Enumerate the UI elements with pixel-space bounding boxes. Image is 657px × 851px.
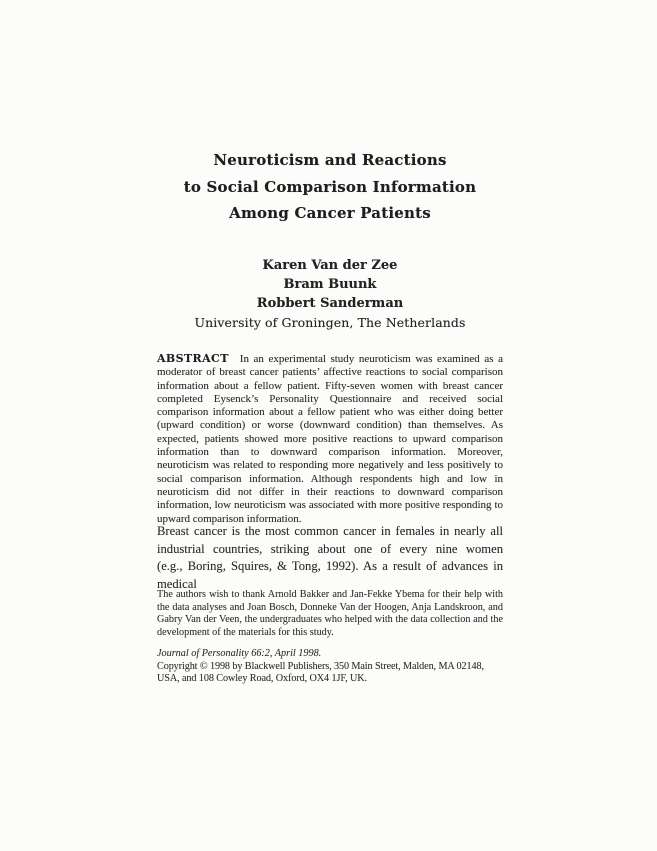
copyright-text: Copyright © 1998 by Blackwell Publishers, 350 Main Street, Malden, MA 02148, USA, and 108 Cowley Road, Oxford, OX4 1JF, UK. <box>157 660 484 685</box>
journal-info-section <box>157 648 503 686</box>
footnote-text: The authors wish to thank Arnold Bakker and Jan-Fekke Ybema for their help with the data analyses and Joan Bosch, Donneke Van der Hoogen, Anja Landskroon, and Gabry Van der Veen, the undergraduates who helped with the data collection and the development of the materials for this study. <box>157 589 503 639</box>
author-block <box>157 256 503 332</box>
paper-title-line-1: Neuroticism and Reactions <box>213 151 447 169</box>
paper-title-line-2: to Social Comparison Information <box>183 177 477 196</box>
abstract-paragraph <box>157 352 503 526</box>
author-name-1: Karen Van der Zee <box>262 258 398 273</box>
footnote-section <box>157 589 503 640</box>
author-name-2: Bram Buunk <box>283 277 377 292</box>
abstract-label: ABSTRACT <box>157 352 229 365</box>
author-name-3: Robbert Sanderman <box>256 296 404 311</box>
body-paragraph: Breast cancer is the most common cancer in females in nearly all industrial countries, striking about one of every nine women (e.g., Boring, Squires, & Tong, 1992). As a result of advances in medical <box>157 524 503 591</box>
abstract-text: In an experimental study neuroticism was examined as a moderator of breast cancer patients’ affective reactions to social comparison information about a fellow patient. Fifty-seven women with breast cancer completed Eysenck’s Personality Questionnaire and received social comparison information about a fellow patient who was either doing better (upward condition) or worse (downward condition) than themselves. As expected, patients showed more positive reactions to upward comparison information than to downward comparison information. Moreover, neuroticism was related to responding more negatively and less positively to social comparison information. Although respondents high and low in neuroticism did not differ in their reactions to downward comparison information, low neuroticism was associated with more positive responding to upward comparison information. <box>157 353 503 525</box>
body-section <box>157 523 503 593</box>
paper-title <box>157 147 503 227</box>
author-affiliation: University of Groningen, The Netherlands <box>194 315 466 330</box>
paper-title-line-3: Among Cancer Patients <box>229 204 431 222</box>
journal-citation: Journal of Personality 66:2, April 1998. <box>157 648 322 659</box>
abstract-section <box>157 352 503 526</box>
